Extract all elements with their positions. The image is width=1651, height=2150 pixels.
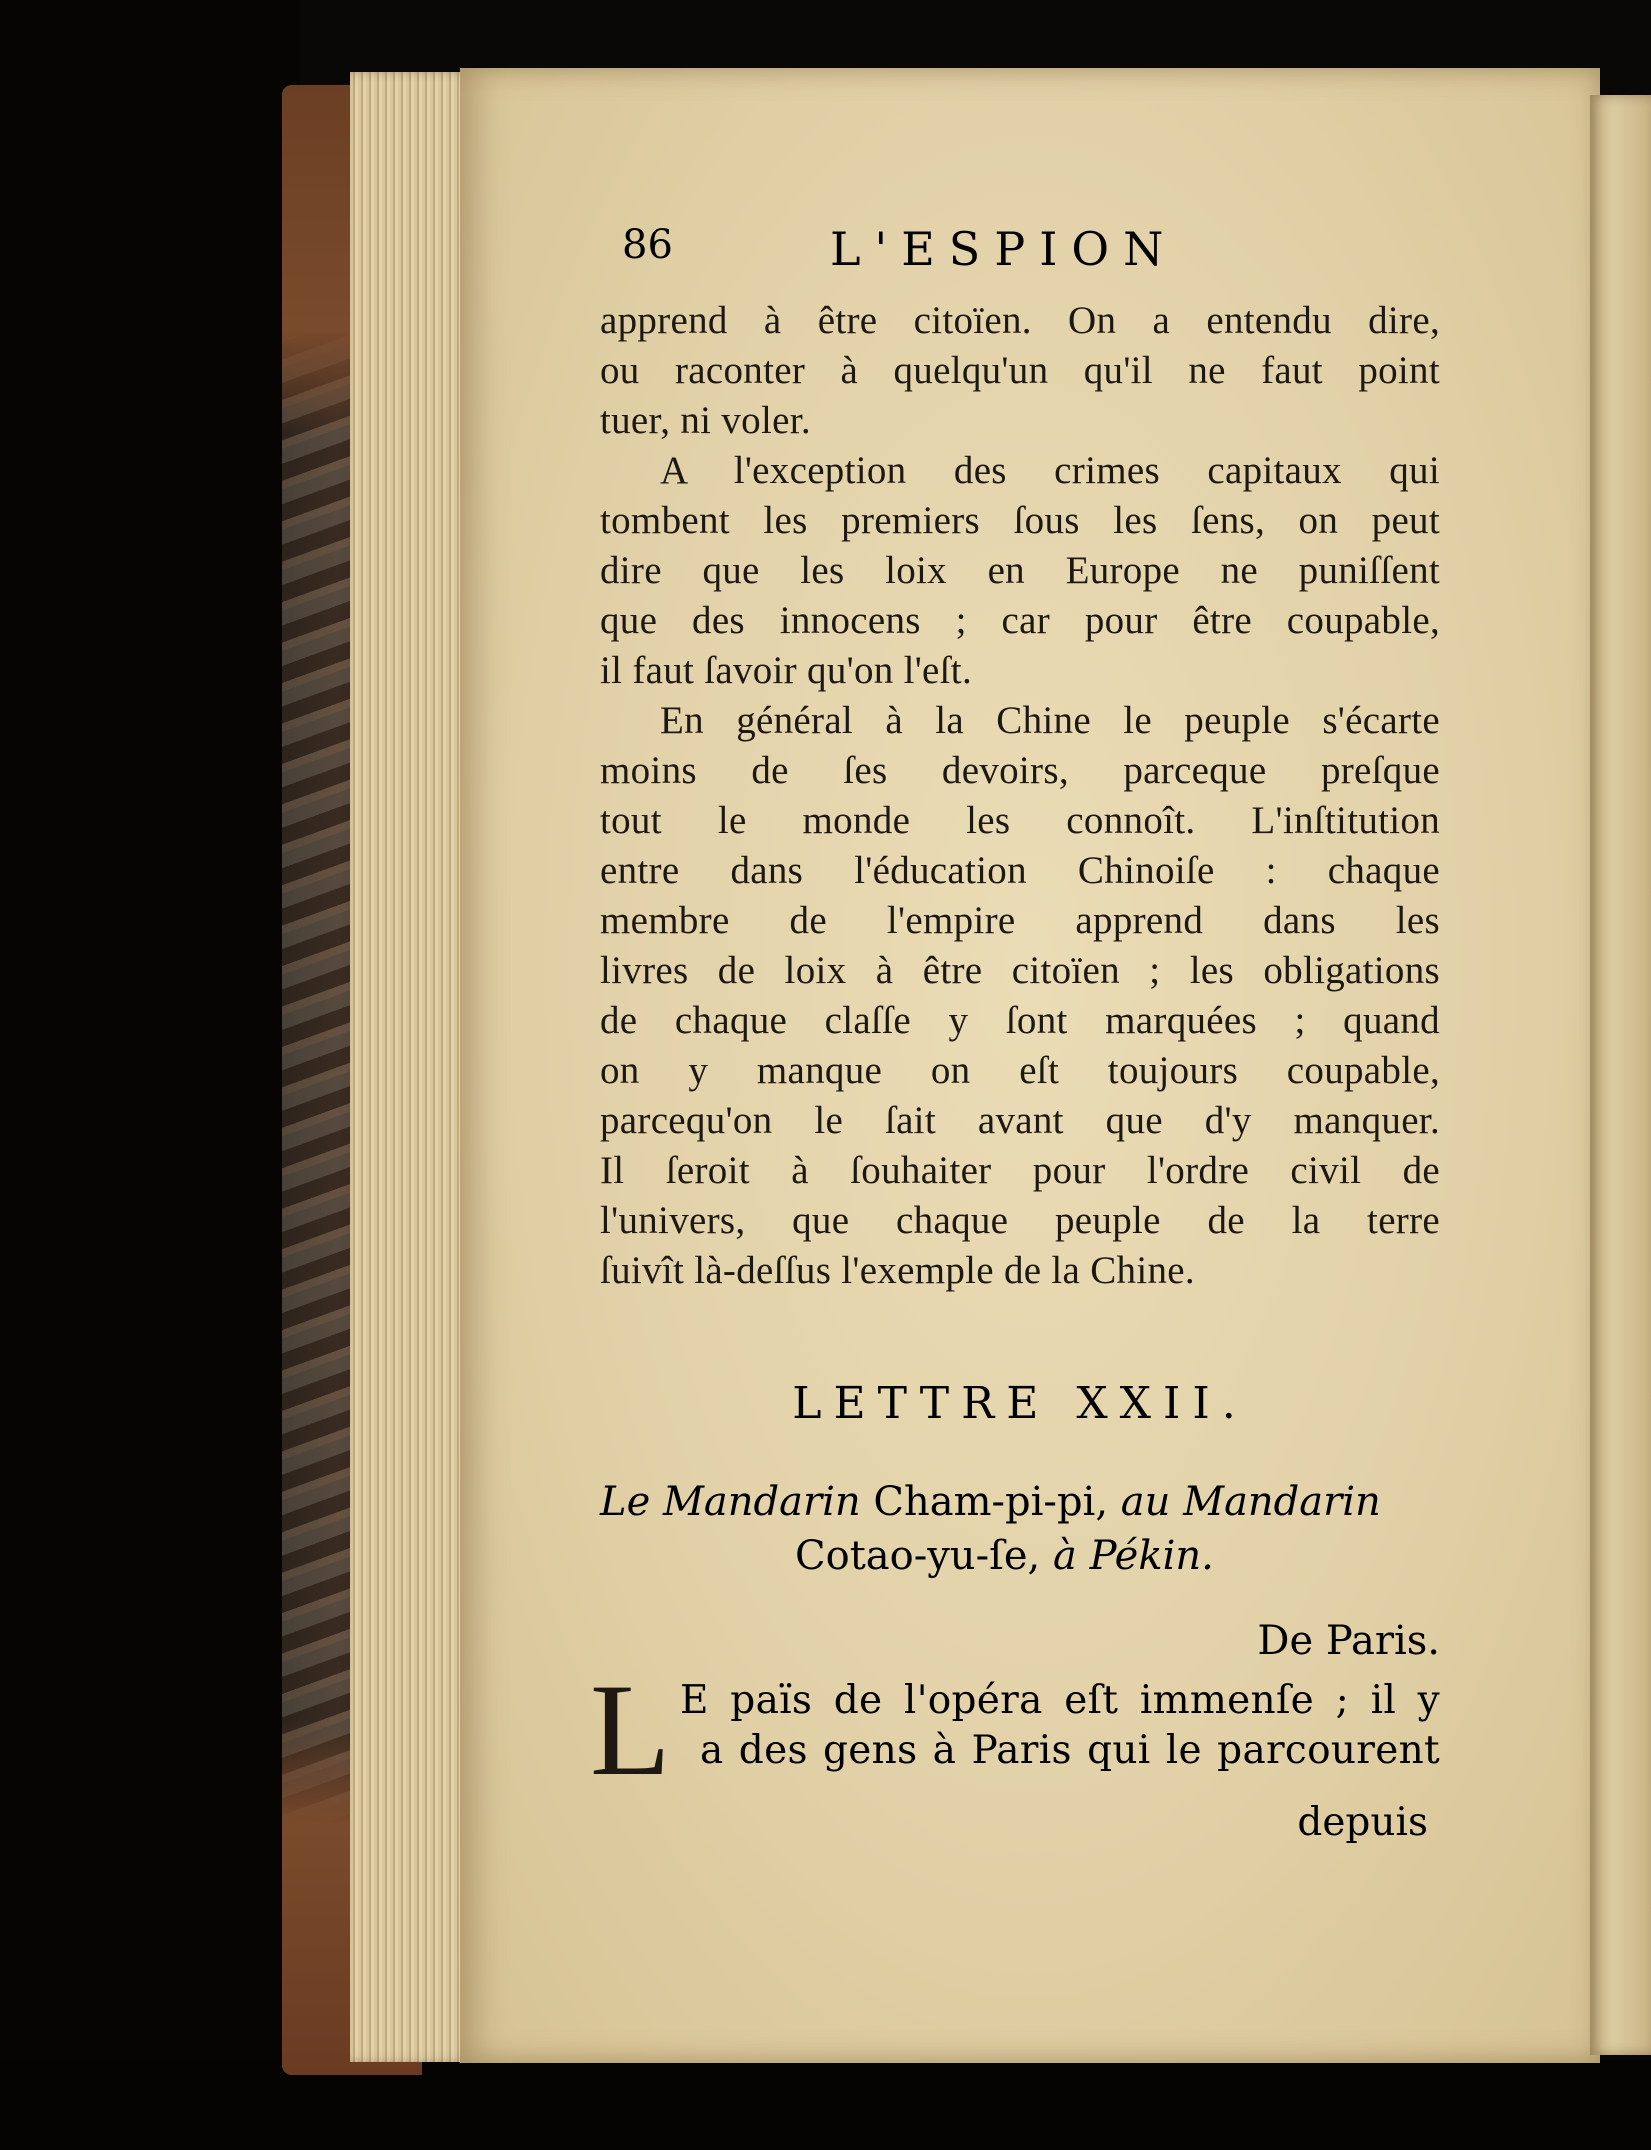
text-line: ou raconter à quelqu'un qu'il ne faut point	[600, 349, 1440, 392]
text-line: on y manque on eſt toujours coupable,	[600, 1049, 1440, 1092]
dark-background-bottom	[0, 2060, 1651, 2150]
text-line: apprend à être citoïen. On a entendu dire,	[600, 299, 1440, 342]
text-line: de chaque claſſe y ſont marquées ; quand	[600, 999, 1440, 1042]
running-title: L'ESPION	[830, 222, 1178, 276]
text-line: a des gens à Paris qui le parcourent	[700, 1728, 1440, 1773]
address-sender-name: Cham-pi-pi,	[860, 1479, 1121, 1525]
text-line: tuer, ni voler.	[600, 399, 811, 442]
text-line: moins de ſes devoirs, parceque preſque	[600, 749, 1440, 792]
address-sender-title: Le Mandarin	[600, 1479, 861, 1525]
address-recipient-name: Cotao-yu-ſe,	[795, 1533, 1053, 1579]
text-line: livres de loix à être citoïen ; les obligations	[600, 949, 1440, 992]
letter-address-line-1	[600, 1476, 1440, 1528]
text-line: dire que les loix en Europe ne puniſſent	[600, 549, 1440, 592]
text-line: l'univers, que chaque peuple de la terre	[600, 1199, 1440, 1242]
text-line: il faut ſavoir qu'on l'eſt.	[600, 649, 972, 692]
text-line: que des innocens ; car pour être coupable,	[600, 599, 1440, 642]
text-line: tombent les premiers ſous les ſens, on peut	[600, 499, 1440, 542]
catchword: depuis	[1297, 1800, 1428, 1845]
text-line: E païs de l'opéra eſt immenſe ; il y	[680, 1678, 1440, 1723]
letter-address-line-2	[795, 1530, 1635, 1582]
page-number: 86	[622, 222, 673, 268]
text-line: entre dans l'éducation Chinoiſe : chaque	[600, 849, 1440, 892]
text-line: En général à la Chine le peuple s'écarte	[660, 699, 1440, 742]
dark-background	[0, 0, 300, 2150]
running-head	[600, 222, 1240, 278]
text-line: A l'exception des crimes capitaux qui	[660, 449, 1440, 492]
text-line: tout le monde les connoît. L'inſtitution	[600, 799, 1440, 842]
facing-page-edge	[1590, 95, 1651, 2055]
address-destination: à Pékin.	[1053, 1533, 1214, 1579]
text-line: ſuivît là-deſſus l'exemple de la Chine.	[600, 1249, 1195, 1292]
text-line: membre de l'empire apprend dans les	[600, 899, 1440, 942]
letter-place: De Paris.	[1257, 1618, 1440, 1664]
text-line: parcequ'on le ſait avant que d'y manquer.	[600, 1099, 1440, 1142]
text-line: Il ſeroit à ſouhaiter pour l'ordre civil de	[600, 1149, 1440, 1192]
letter-heading: LETTRE XXII.	[792, 1378, 1248, 1429]
address-recipient-title: au Mandarin	[1120, 1479, 1381, 1525]
drop-cap: L	[590, 1656, 671, 1803]
